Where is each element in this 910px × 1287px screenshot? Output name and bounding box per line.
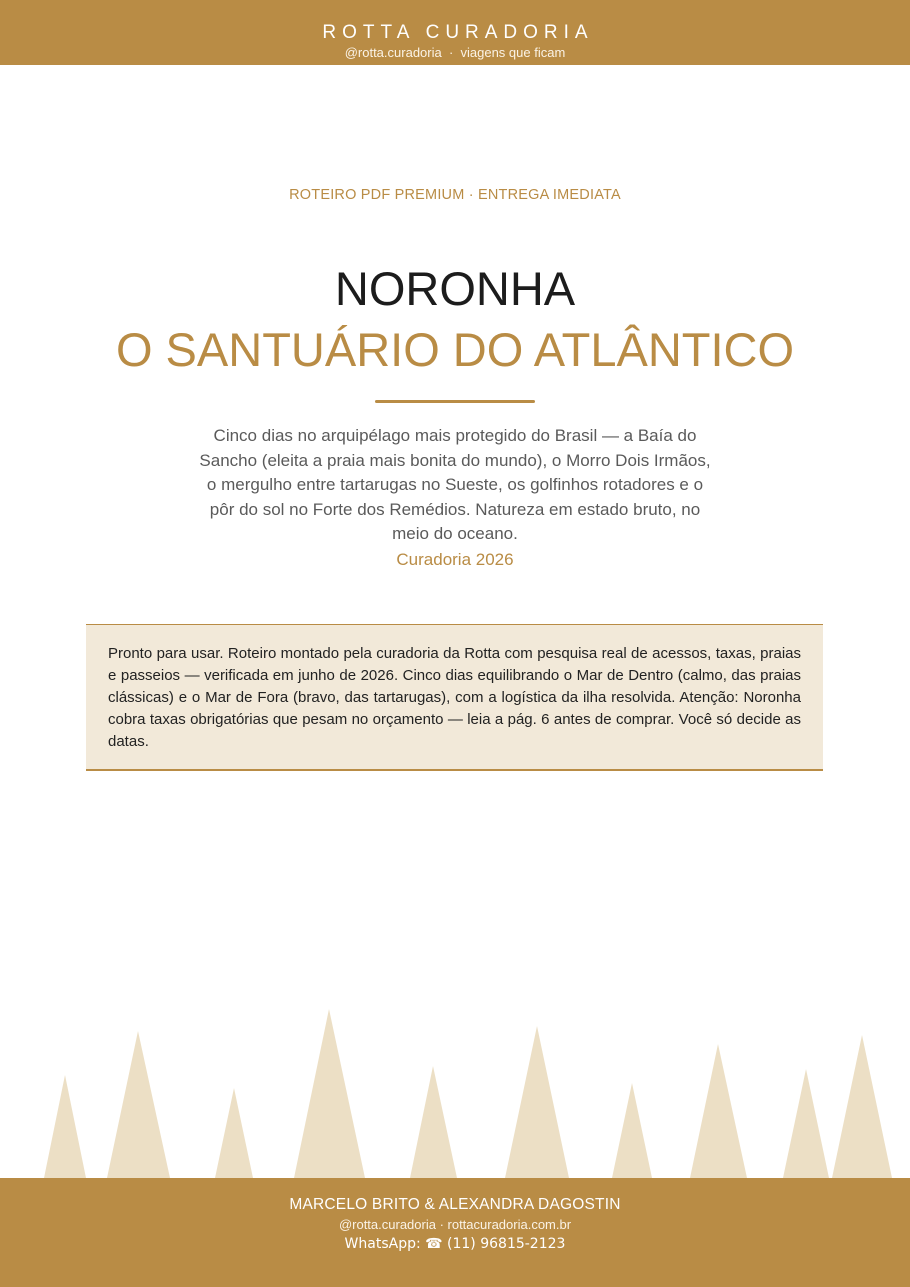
header-band: [0, 0, 910, 65]
footer-links: @rotta.curadoria · rottacuradoria.com.br: [338, 1217, 572, 1232]
brand-subline: @rotta.curadoria · viagens que ficam: [344, 45, 566, 60]
peak-shape: [410, 1066, 457, 1178]
peak-shape: [294, 1009, 365, 1178]
title-divider: [375, 400, 535, 403]
lead-description: Cinco dias no arquipélago mais protegido do Brasil — a Baía do Sancho (eleita a praia mais bonita do mundo), o Morro Dois Irmãos, o mergulho entre tartarugas no Sueste, os golfinhos rotadores e o pôr do sol no Forte dos Remédios. Natureza em estado bruto, no meio do oceano.: [199, 426, 711, 543]
peak-shape: [783, 1069, 829, 1178]
authors-line: MARCELO BRITO & ALEXANDRA DAGOSTIN: [289, 1196, 621, 1213]
peak-shape: [107, 1031, 170, 1178]
footer-band: [0, 1178, 910, 1287]
info-box: [86, 624, 823, 771]
peak-shape: [832, 1035, 892, 1178]
peak-shape: [215, 1088, 253, 1178]
peak-shape: [505, 1026, 569, 1178]
peak-shape: [44, 1075, 86, 1178]
info-text: Pronto para usar. Roteiro montado pela curadoria da Rotta com pesquisa real de acessos, taxas, praias e passeios — verificada em junho de 2026. Cinco dias equilibrando o Mar de Dentro (calmo, das praias clássicas) e o Mar de Fora (bravo, das tartarugas), com a logística da ilha resolvida. Atenção: Noronha cobra taxas obrigatórias que pesam no orçamento — leia a pág. 6 antes de comprar. Você só decide as datas.: [108, 645, 801, 750]
peak-shape: [612, 1083, 652, 1178]
brand-name: ROTTA CURADORIA: [322, 22, 594, 43]
decorative-peaks: [0, 1000, 910, 1180]
curation-tagline: Curadoria 2026: [396, 550, 514, 569]
whatsapp-contact: WhatsApp: ☎ (11) 96815-2123: [344, 1236, 566, 1252]
page-subtitle: O SANTUÁRIO DO ATLÂNTICO: [115, 323, 795, 376]
kicker-label: ROTEIRO PDF PREMIUM · ENTREGA IMEDIATA: [289, 187, 621, 203]
peak-shape: [690, 1044, 747, 1178]
page-title: NORONHA: [334, 262, 576, 315]
